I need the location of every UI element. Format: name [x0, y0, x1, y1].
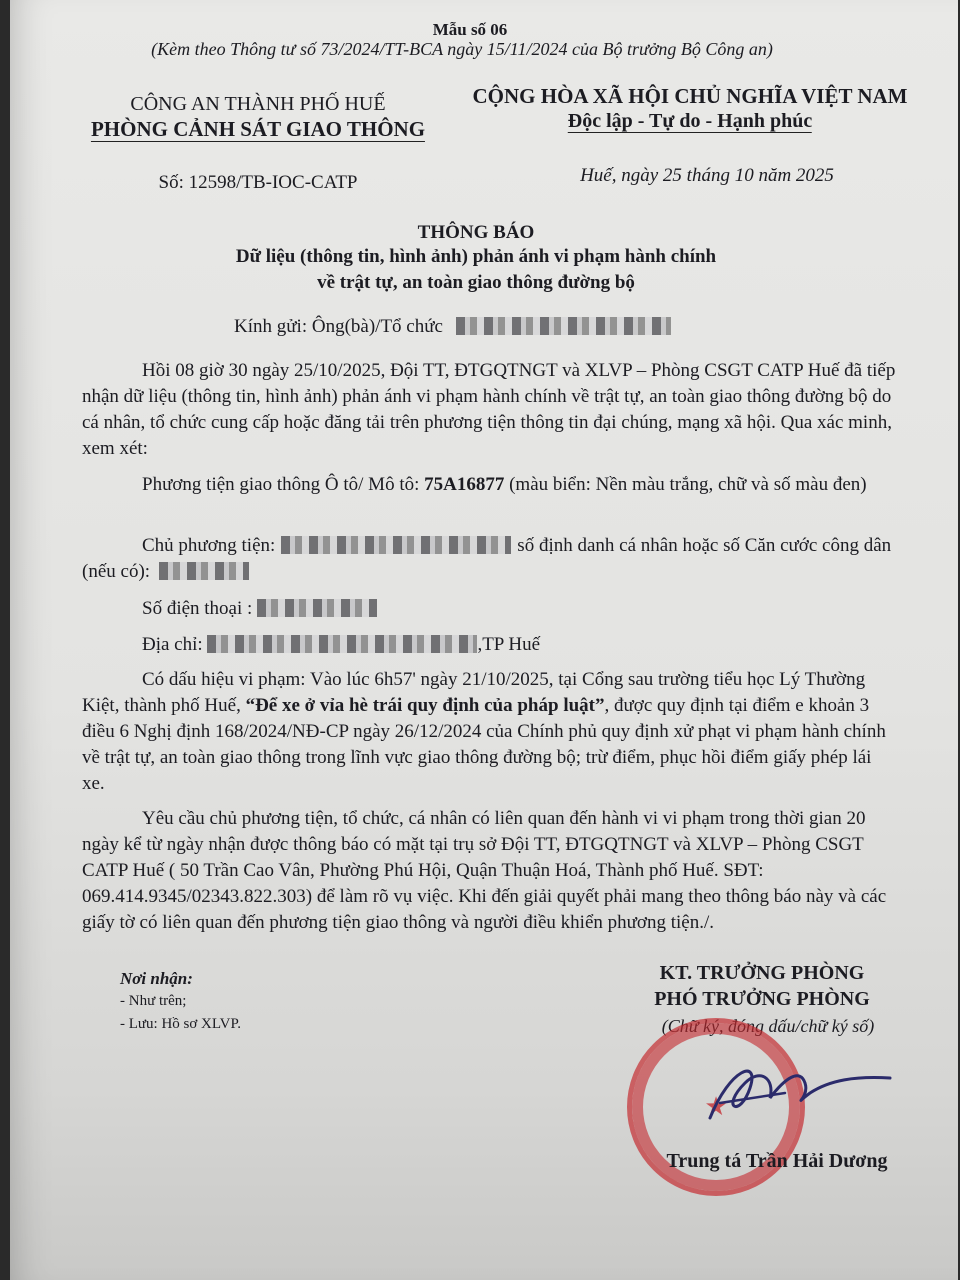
request-paragraph: Yêu cầu chủ phương tiện, tổ chức, cá nhân có liên quan đến hành vi vi phạm trong thời gian 20 ngày kể từ ngày nhận được thông báo có mặt tại trụ sở Đội TT, ĐTGQTNGT và XLVP – Phòng CSGT CATP Huế ( 50 Trần Cao Vân, Phường Phú Hội, Quận Thuận Hoá, Thành phố Huế. SĐT: 069.414.9345/02343.822.303) để làm rõ vụ việc. Khi đến giải quyết phải mang theo thông báo này và các giấy tờ có liên quan đến phương tiện giao thông và người điều khiển phương tiện./. [82, 808, 887, 933]
redacted-address [207, 635, 477, 653]
form-number: Mẫu số 06 [432, 20, 508, 39]
phone-line: Số điện thoại : [82, 596, 898, 622]
signature-note: (Chữ ký, đóng dấu/chữ ký số) [661, 1016, 875, 1036]
document-number: Số: 12598/TB-IOC-CATP [158, 172, 358, 193]
form-note: (Kèm theo Thông tư số 73/2024/TT-BCA ngày 15/11/2024 của Bộ trưởng Bộ Công an) [151, 39, 773, 59]
redacted-id [159, 562, 249, 580]
signature-title-2: PHÓ TRƯỞNG PHÒNG [654, 988, 870, 1010]
recipients-item-2: - Lưu: Hồ sơ XLVP. [120, 1016, 241, 1032]
notice-title: THÔNG BÁO [417, 222, 535, 243]
violation-paragraph: Có dấu hiệu vi phạm: Vào lúc 6h57' ngày 21/10/2025, tại Cổng sau trường tiểu học Lý Thường Kiệt, thành phố Huế, “Để xe ở vỉa hè trái quy định của pháp luật”, được quy định tại điểm e khoản 3 điều 6 Nghị định 168/2024/NĐ-CP ngày 26/12/2024 của Chính phủ quy định xử phạt vi phạm hành chính về trật tự, an toàn giao thông trong lĩnh vực giao thông đường bộ; trừ điểm, phục hồi điểm giấy phép lái xe. [82, 669, 886, 794]
seal-star-icon: ★ [704, 1092, 728, 1121]
vehicle-paragraph: Phương tiện giao thông Ô tô/ Mô tô: 75A16877 (màu biển: Nền màu trắng, chữ và số màu đen) [142, 474, 867, 495]
national-motto: Độc lập - Tự do - Hạnh phúc [567, 110, 813, 132]
license-plate: 75A16877 [424, 474, 505, 495]
recipients-heading: Nơi nhận: [120, 969, 193, 988]
issue-date: Huế, ngày 25 tháng 10 năm 2025 [580, 165, 834, 186]
violation-description: “Để xe ở vỉa hè trái quy định của pháp luật” [245, 695, 605, 716]
notice-subtitle-1: Dữ liệu (thông tin, hình ảnh) phản ánh vi phạm hành chính [235, 246, 717, 267]
document-page [10, 0, 958, 1280]
redacted-owner [281, 536, 511, 554]
signer-name: Trung tá Trần Hải Dương [666, 1150, 888, 1172]
intro-paragraph: Hồi 08 giờ 30 ngày 25/10/2025, Đội TT, ĐTGQTNGT và XLVP – Phòng CSGT CATP Huế đã tiếp nhận dữ liệu (thông tin, hình ảnh) phản ánh vi phạm hành chính về trật tự, an toàn giao thông đường bộ do cá nhân, tổ chức cung cấp hoặc đăng tải trên phương tiện thông tin đại chúng, mạng xã hội. Qua xác minh, xem xét: [82, 360, 896, 459]
national-title: CỘNG HÒA XÃ HỘI CHỦ NGHĨA VIỆT NAM [472, 84, 908, 108]
owner-paragraph: Chủ phương tiện: số định danh cá nhân hoặc số Căn cước công dân (nếu có): [82, 535, 892, 582]
handwritten-signature [690, 1048, 900, 1138]
recipients-item-1: - Như trên; [120, 993, 187, 1009]
notice-subtitle-2: về trật tự, an toàn giao thông đường bộ [317, 272, 635, 293]
redacted-recipient [456, 317, 671, 335]
redacted-phone [257, 599, 377, 617]
address-line: Địa chỉ: ,TP Huế [142, 634, 541, 655]
signature-title-1: KT. TRƯỞNG PHÒNG [659, 962, 865, 984]
issuer-line2: PHÒNG CẢNH SÁT GIAO THÔNG [90, 117, 426, 141]
recipient-line: Kính gửi: Ông(bà)/Tổ chức [234, 316, 671, 338]
issuer-line1: CÔNG AN THÀNH PHỐ HUẾ [130, 93, 386, 115]
